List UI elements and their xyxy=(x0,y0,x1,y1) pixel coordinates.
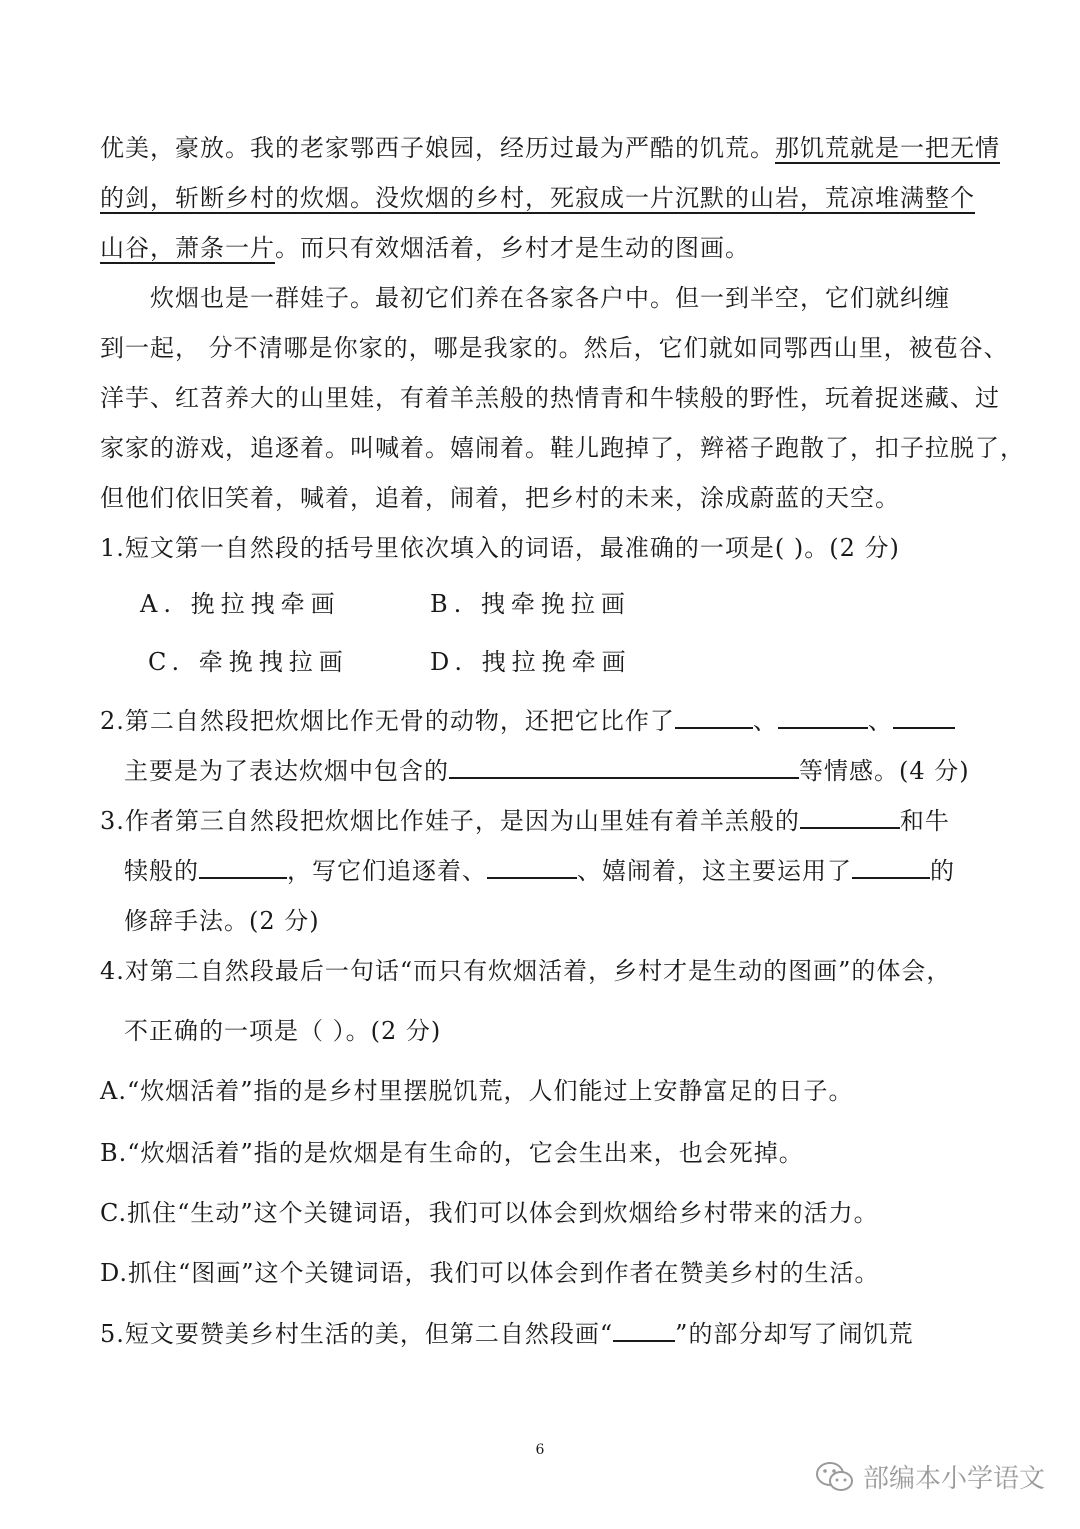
wechat-icon xyxy=(815,1460,855,1494)
question-1-option-d[interactable]: D. 拽拉挽牵画 xyxy=(430,648,632,676)
question-1-option-a[interactable]: A. 挽拉拽牵画 xyxy=(140,590,341,618)
question-3-line: 修辞手法。(2 分) xyxy=(124,907,320,935)
question-3-text: 、嬉闹着，这主要运用了 xyxy=(577,857,852,885)
page-number: 6 xyxy=(535,1442,545,1458)
question-2-line xyxy=(100,704,955,738)
question-4-option-c[interactable]: C.抓住“生动”这个关键词语，我们可以体会到炊烟给乡村带来的活力。 xyxy=(100,1199,879,1227)
answer-blank[interactable] xyxy=(613,1318,675,1342)
answer-blank[interactable] xyxy=(199,855,287,879)
passage-line xyxy=(100,231,750,265)
question-3-line xyxy=(100,804,950,838)
passage-line: 家家的游戏，追逐着。叫喊着。嬉闹着。鞋儿跑掉了，辫褡子跑散了，扣子拉脱了， xyxy=(100,434,1025,462)
answer-blank[interactable] xyxy=(449,755,799,779)
passage-line xyxy=(100,181,975,215)
question-2-text: 等情感。(4 分) xyxy=(799,757,970,785)
answer-blank[interactable] xyxy=(778,705,868,729)
question-2-text: 2.第二自然段把炊烟比作无骨的动物，还把它比作了 xyxy=(100,707,675,735)
underlined-text: 那饥荒就是一把无情 xyxy=(775,134,1000,162)
passage-text: 。而只有效烟活着，乡村才是生动的图画。 xyxy=(275,234,750,262)
question-5-line xyxy=(100,1317,913,1351)
question-1-stem: 1.短文第一自然段的括号里依次填入的词语，最准确的一项是( )。(2 分) xyxy=(100,534,900,562)
question-3-text: 3.作者第三自然段把炊烟比作娃子，是因为山里娃有着羊羔般的 xyxy=(100,807,800,835)
passage-line: 洋芋、红苕养大的山里娃，有着羊羔般的热情青和牛犊般的野性，玩着捉迷藏、过 xyxy=(100,384,1000,412)
question-4-option-d[interactable]: D.抓住“图画”这个关键词语，我们可以体会到作者在赞美乡村的生活。 xyxy=(100,1259,880,1287)
question-2-text: 主要是为了表达炊烟中包含的 xyxy=(124,757,449,785)
answer-blank[interactable] xyxy=(675,705,753,729)
passage-text: 优美，豪放。我的老家鄂西子娘园，经历过最为严酷的饥荒。 xyxy=(100,134,775,162)
question-4-stem: 不正确的一项是（ ）。(2 分) xyxy=(124,1017,442,1045)
question-3-text: ，写它们追逐着、 xyxy=(287,857,487,885)
passage-line xyxy=(100,131,1000,165)
passage-line: 炊烟也是一群娃子。最初它们养在各家各户中。但一到半空，它们就纠缠 xyxy=(150,284,950,312)
separator: 、 xyxy=(752,707,778,735)
watermark-text: 部编本小学语文 xyxy=(863,1464,1046,1494)
question-1-option-b[interactable]: B. 拽牵挽拉画 xyxy=(430,590,631,618)
question-4-option-b[interactable]: B.“炊烟活着”指的是炊烟是有生命的，它会生出来，也会死掉。 xyxy=(100,1139,804,1167)
question-5-text: 5.短文要赞美乡村生活的美，但第二自然段画“ xyxy=(100,1320,614,1348)
answer-blank[interactable] xyxy=(852,855,930,879)
answer-blank[interactable] xyxy=(893,705,955,729)
answer-blank[interactable] xyxy=(487,855,577,879)
passage-line: 到一起， 分不清哪是你家的，哪是我家的。然后，它们就如同鄂西山里，被苞谷、 xyxy=(100,334,1009,362)
question-3-line xyxy=(124,854,955,888)
watermark xyxy=(815,1458,1045,1495)
question-3-text: 的 xyxy=(930,857,955,885)
question-2-line xyxy=(124,754,970,788)
underlined-text: 的剑，斩断乡村的炊烟。没炊烟的乡村，死寂成一片沉默的山岩，荒凉堆满整个 xyxy=(100,184,975,212)
underlined-text: 山谷，萧条一片 xyxy=(100,234,275,262)
question-4-stem: 4.对第二自然段最后一句话“而只有炊烟活着，乡村才是生动的图画”的体会， xyxy=(100,957,952,985)
question-4-option-a[interactable]: A.“炊烟活着”指的是乡村里摆脱饥荒，人们能过上安静富足的日子。 xyxy=(100,1077,854,1105)
separator: 、 xyxy=(867,707,893,735)
question-3-text: 犊般的 xyxy=(124,857,199,885)
question-5-text: ”的部分却写了闹饥荒 xyxy=(675,1320,914,1348)
passage-line: 但他们依旧笑着，喊着，追着，闹着，把乡村的未来，涂成蔚蓝的天空。 xyxy=(100,484,900,512)
question-1-option-c[interactable]: C. 牵挽拽拉画 xyxy=(148,648,349,676)
question-3-text: 和牛 xyxy=(899,807,950,835)
answer-blank[interactable] xyxy=(800,805,900,829)
